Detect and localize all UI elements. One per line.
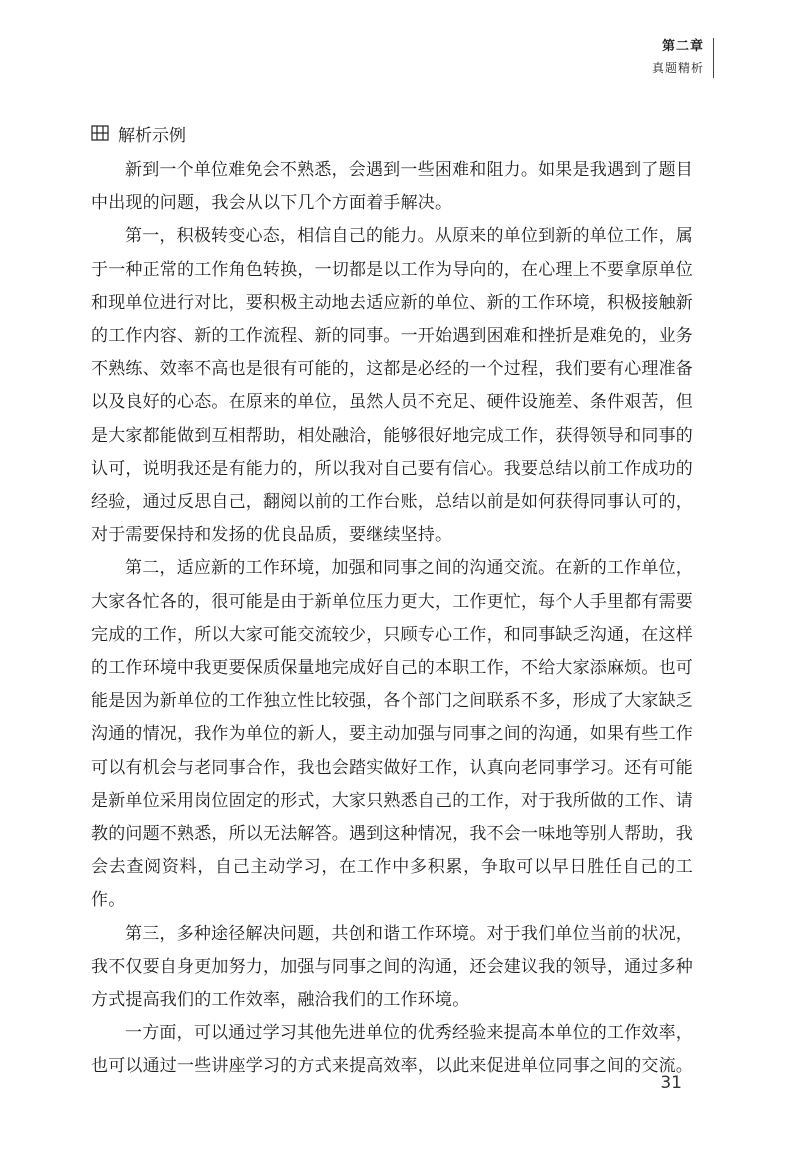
- paragraph-point-one: 第一，积极转变心态，相信自己的能力。从原来的单位到新的单位工作，属于一种正常的工作角色转换，一切都是以工作为导向的，在心理上不要拿原单位和现单位进行对比，要积极主动地去适应新的单位、新的工作环境，积极接触新的工作内容、新的工作流程、新的同事。一开始遇到困难和挫折是难免的，业务不熟练、效率不高也是很有可能的，这都是必经的一个过程，我们要有心理准备以及良好的心态。在原来的单位，虽然人员不充足、硬件设施差、条件艰苦，但是大家都能做到互相帮助，相处融洽，能够很好地完成工作，获得领导和同事的认可，说明我还是有能力的，所以我对自己要有信心。我要总结以前工作成功的经验，通过反思自己，翻阅以前的工作台账，总结以前是如何获得同事认可的，对于需要保持和发扬的优良品质，要继续坚持。: [91, 226, 693, 546]
- paragraph-intro: 新到一个单位难免会不熟悉，会遇到一些困难和阻力。如果是我遇到了题目中出现的问题，我会从以下几个方面着手解决。: [91, 160, 693, 214]
- page-body: [91, 118, 693, 1084]
- section-title: 解析示例: [118, 125, 186, 146]
- section-heading: [91, 118, 693, 148]
- paragraph-point-two: 第二，适应新的工作环境，加强和同事之间的沟通交流。在新的工作单位，大家各忙各的，很可能是由于新单位压力更大，工作更忙，每个人手里都有需要完成的工作，所以大家可能交流较少，只顾专心工作，和同事缺乏沟通，在这样的工作环境中我更要保质保量地完成好自己的本职工作，不给大家添麻烦。也可能是因为新单位的工作独立性比较强，各个部门之间联系不多，形成了大家缺乏沟通的情况，我作为单位的新人，要主动加强与同事之间的沟通，如果有些工作可以有机会与老同事合作，我也会踏实做好工作，认真向老同事学习。还有可能是新单位采用岗位固定的形式，大家只熟悉自己的工作，对于我所做的工作、请教的问题不熟悉，所以无法解答。遇到这种情况，我不会一味地等别人帮助，我会去查阅资料，自己主动学习，在工作中多积累，争取可以早日胜任自己的工作。: [91, 558, 693, 911]
- chapter-label: 第二章: [661, 39, 704, 54]
- paragraph-one-aspect: 一方面，可以通过学习其他先进单位的优秀经验来提高本单位的工作效率，也可以通过一些讲座学习的方式来提高效率，以此来促进单位同事之间的交流。: [91, 1023, 693, 1077]
- paragraph-point-three: 第三，多种途径解决问题，共创和谐工作环境。对于我们单位当前的状况，我不仅要自身更加努力，加强与同事之间的沟通，还会建议我的领导，通过多种方式提高我们的工作效率，融洽我们的工作环境。: [91, 923, 693, 1011]
- header-divider: [713, 38, 714, 78]
- running-header: [652, 40, 704, 74]
- section-marker-icon: [91, 125, 109, 141]
- chapter-subtitle: 真题精析: [651, 61, 704, 75]
- page-number: 31: [660, 1073, 682, 1093]
